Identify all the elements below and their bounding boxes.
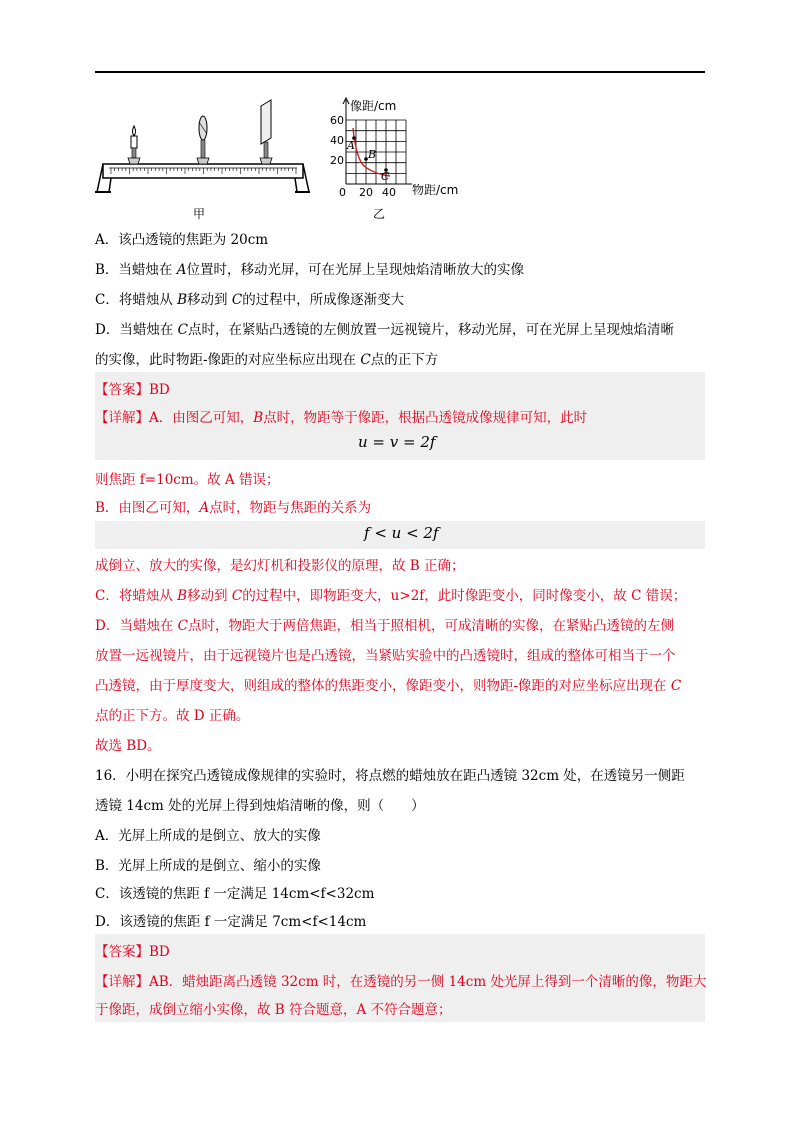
point-b-label: B [368, 148, 377, 161]
figure-yi-caption: 乙 [373, 207, 386, 221]
q16-option-c: C．该透镜的焦距 f 一定满足 14cm<f<32cm [95, 886, 375, 902]
q15-detail-6: D．当蜡烛在 C点时，物距大于两倍焦距，相当于照相机，可成清晰的实像，在紧贴凸透镜的左侧 [95, 618, 674, 634]
q15-detail-9: 点的正下方。故 D 正确。 [95, 708, 250, 724]
q16-option-a: A．光屏上所成的是倒立、放大的实像 [95, 828, 321, 844]
q16-detail-1: 【详解】AB．蜡烛距离凸透镜 32cm 时，在透镜的另一侧 14cm 处光屏上得到一个清晰的像，物距大 [95, 974, 707, 990]
q15-detail-2: 则焦距 f=10cm。故 A 错误； [95, 472, 280, 488]
xtick-0: 0 [339, 186, 346, 199]
ytick-40: 40 [330, 134, 344, 147]
q16-answer: 【答案】BD [95, 944, 170, 960]
q16-detail-2: 于像距，成倒立缩小实像，故 B 符合题意，A 不符合题意； [95, 1002, 452, 1018]
q15-detail-1: 【详解】A．由图乙可知，B点时，物距等于像距，根据凸透镜成像规律可知，此时 [95, 410, 588, 426]
q16-option-d: D．该透镜的焦距 f 一定满足 7cm<f<14cm [95, 914, 367, 930]
q15-detail-7: 放置一远视镜片，由于远视镜片也是凸透镜，当紧贴实验中的凸透镜时，组成的整体可相当于一个 [95, 648, 676, 664]
q15-option-a: A．该凸透镜的焦距为 20cm [95, 232, 269, 248]
figure-jia-caption: 甲 [193, 207, 206, 221]
q15-option-c: C．将蜡烛从 B移动到 C的过程中，所成像逐渐变大 [95, 292, 405, 308]
x-axis-label: 物距/cm [412, 183, 459, 197]
point-a-label: A [347, 139, 355, 152]
q16-stem-line1: 16．小明在探究凸透镜成像规律的实验时，将点燃的蜡烛放在距凸透镜 32cm 处，在透镜另一侧距 [95, 768, 685, 784]
lens-icon [197, 116, 209, 164]
header-rule [95, 71, 705, 73]
formula-f-u-2f: f < u < 2f [364, 524, 439, 542]
q15-detail-10: 故选 BD。 [95, 738, 161, 754]
candle-icon [128, 126, 140, 164]
q15-option-d-line1: D．当蜡烛在 C点时，在紧贴凸透镜的左侧放置一远视镜片，移动光屏，可在光屏上呈现烛焰清晰 [95, 322, 674, 338]
q16-stem-line2: 透镜 14cm 处的光屏上得到烛焰清晰的像，则（ ） [95, 798, 425, 814]
q16-option-b: B．光屏上所成的是倒立、缩小的实像 [95, 858, 321, 874]
q15-detail-4: 成倒立、放大的实像，是幻灯机和投影仪的原理，故 B 正确； [95, 558, 465, 574]
y-axis-label: 像距/cm [350, 99, 397, 113]
optical-bench-figure [95, 98, 310, 218]
point-c-label: C [381, 170, 390, 183]
screen-icon [260, 100, 272, 164]
q15-option-b: B．当蜡烛在 A位置时，移动光屏，可在光屏上呈现烛焰清晰放大的实像 [95, 262, 524, 278]
q15-option-d-line2: 的实像，此时物距-像距的对应坐标应出现在 C点的正下方 [95, 352, 439, 368]
formula-u-v-2f: u = v = 2f [358, 433, 436, 451]
distance-graph-figure [330, 96, 475, 216]
q15-detail-5: C．将蜡烛从 B移动到 C的过程中，即物距变大，u>2f，此时像距变小，同时像变小，故 C 错误； [95, 588, 687, 604]
q15-answer: 【答案】BD [95, 382, 170, 398]
xtick-20: 20 [359, 186, 373, 199]
xtick-40: 40 [382, 186, 396, 199]
ytick-60: 60 [330, 114, 344, 127]
q15-detail-3: B．由图乙可知，A点时，物距与焦距的关系为 [95, 500, 372, 516]
q15-detail-8: 凸透镜，由于厚度变大，则组成的整体的焦距变小，像距变小，则物距-像距的对应坐标应出现在 C [95, 678, 682, 694]
ytick-20: 20 [330, 154, 344, 167]
